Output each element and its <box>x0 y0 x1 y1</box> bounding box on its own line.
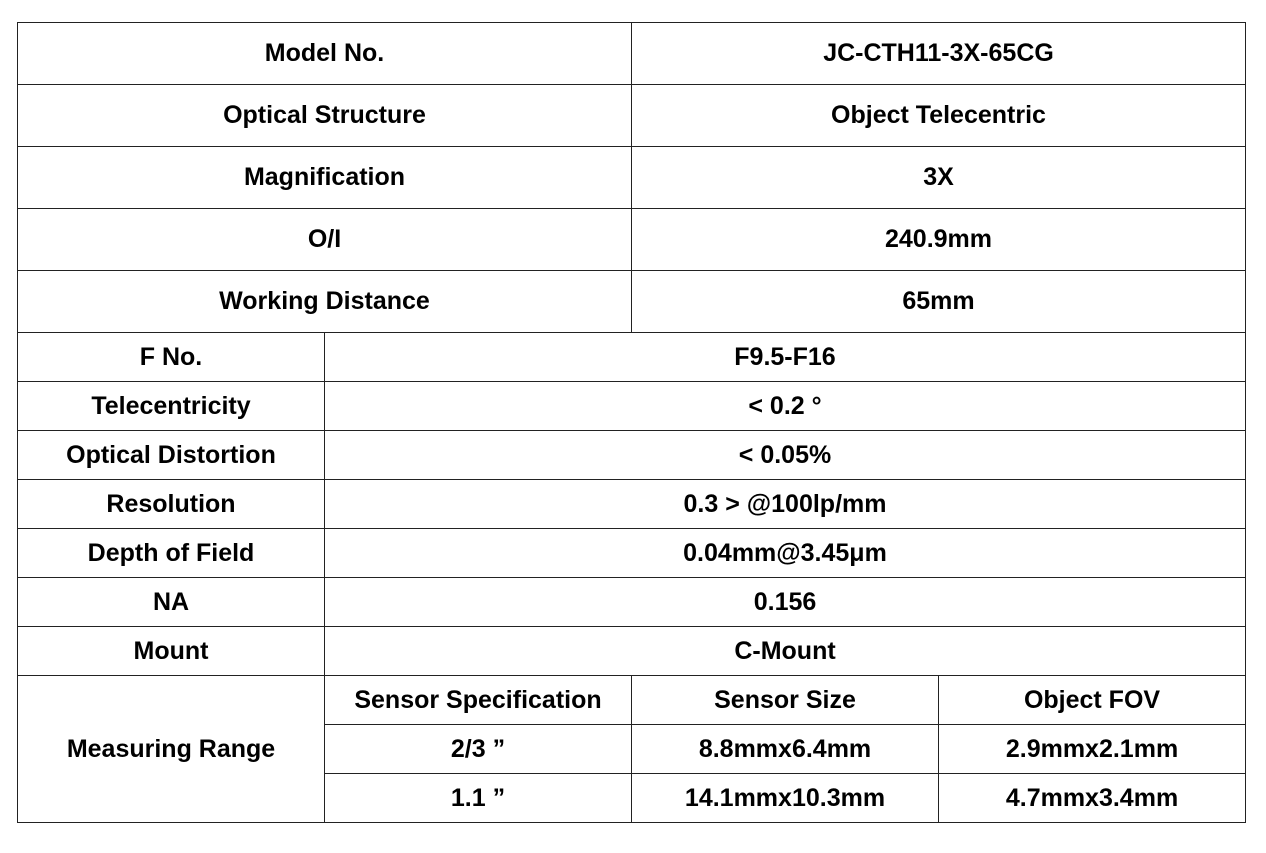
spec-value: < 0.05% <box>325 431 1246 480</box>
spec-row-working-distance <box>18 271 1246 333</box>
spec-row-na <box>18 578 1246 627</box>
spec-row-optical-structure <box>18 85 1246 147</box>
spec-value: 0.156 <box>325 578 1246 627</box>
spec-label: Resolution <box>18 480 325 529</box>
spec-row-depth-of-field <box>18 529 1246 578</box>
spec-value: C-Mount <box>325 627 1246 676</box>
measuring-range-header-row <box>18 676 1246 725</box>
measuring-range-header: Object FOV <box>939 676 1246 725</box>
spec-value: 240.9mm <box>632 209 1246 271</box>
measuring-range-header: Sensor Specification <box>325 676 632 725</box>
spec-label: Magnification <box>18 147 632 209</box>
spec-value: 0.04mm@3.45μm <box>325 529 1246 578</box>
measuring-range-cell: 14.1mmx10.3mm <box>632 774 939 823</box>
measuring-range-header: Sensor Size <box>632 676 939 725</box>
spec-row-resolution <box>18 480 1246 529</box>
spec-row-magnification <box>18 147 1246 209</box>
spec-label: Working Distance <box>18 271 632 333</box>
spec-label: Telecentricity <box>18 382 325 431</box>
spec-value: 3X <box>632 147 1246 209</box>
spec-label: F No. <box>18 333 325 382</box>
measuring-range-cell: 2/3 ” <box>325 725 632 774</box>
spec-value: F9.5-F16 <box>325 333 1246 382</box>
measuring-range-label: Measuring Range <box>18 676 325 823</box>
spec-row-model-no <box>18 23 1246 85</box>
spec-row-mount <box>18 627 1246 676</box>
spec-label: NA <box>18 578 325 627</box>
spec-row-telecentricity <box>18 382 1246 431</box>
measuring-range-cell: 1.1 ” <box>325 774 632 823</box>
spec-label: Mount <box>18 627 325 676</box>
spec-row-oi <box>18 209 1246 271</box>
spec-value: < 0.2 ° <box>325 382 1246 431</box>
spec-label: O/I <box>18 209 632 271</box>
measuring-range-cell: 2.9mmx2.1mm <box>939 725 1246 774</box>
spec-label: Optical Structure <box>18 85 632 147</box>
spec-value: Object Telecentric <box>632 85 1246 147</box>
measuring-range-cell: 4.7mmx3.4mm <box>939 774 1246 823</box>
spec-label: Model No. <box>18 23 632 85</box>
spec-row-f-no <box>18 333 1246 382</box>
spec-row-optical-distortion <box>18 431 1246 480</box>
spec-table <box>17 22 1246 823</box>
spec-label: Depth of Field <box>18 529 325 578</box>
measuring-range-cell: 8.8mmx6.4mm <box>632 725 939 774</box>
spec-value: 0.3 > @100lp/mm <box>325 480 1246 529</box>
spec-value: 65mm <box>632 271 1246 333</box>
spec-label: Optical Distortion <box>18 431 325 480</box>
spec-value: JC-CTH11-3X-65CG <box>632 23 1246 85</box>
